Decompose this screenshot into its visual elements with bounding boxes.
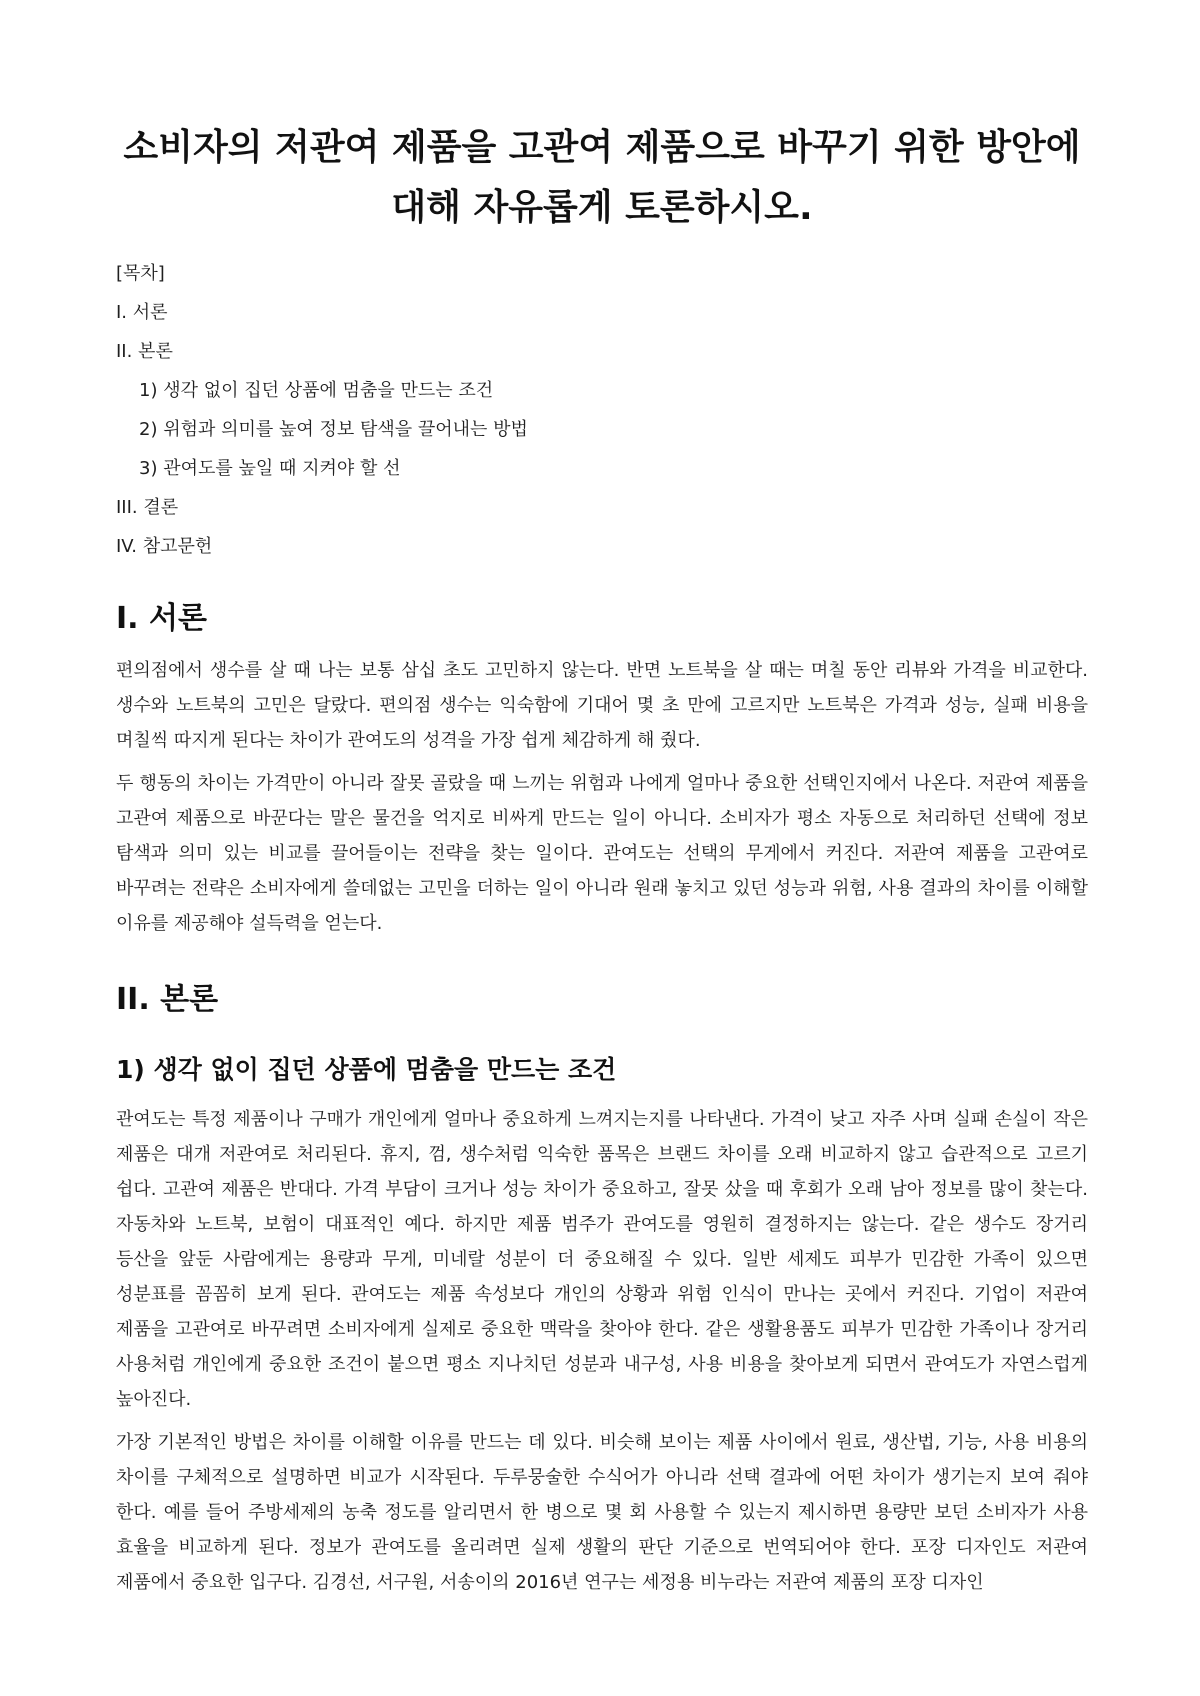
subsection-1 [116, 1051, 1088, 1600]
toc-item: I. 서론 [116, 302, 168, 323]
toc-heading: [목차] [116, 263, 165, 284]
document-title-line-1: 소비자의 저관여 제품을 고관여 제품으로 바꾸기 위한 방안에 [123, 127, 1081, 168]
toc-item: 2) 위험과 의미를 높여 정보 탐색을 끌어내는 방법 [139, 419, 528, 440]
body-paragraph: 편의점에서 생수를 살 때 나는 보통 삼십 초도 고민하지 않는다. 반면 노트북을 살 때는 며칠 동안 리뷰와 가격을 비교한다. 생수와 노트북의 고민은 달랐다. 편의점 생수는 익숙함에 기대어 몇 초 만에 고르지만 노트북은 가격과 성능, 실패 비용을 며칠씩 따지게 된다는 차이가 관여도의 성격을 가장 쉽게 체감하게 해 줬다. [116, 660, 1088, 751]
body-paragraph: 관여도는 특정 제품이나 구매가 개인에게 얼마나 중요하게 느껴지는지를 나타낸다. 가격이 낮고 자주 사며 실패 손실이 작은 제품은 대개 저관여로 처리된다. 휴지, 껌, 생수처럼 익숙한 품목은 브랜드 차이를 오래 비교하지 않고 습관적으로 고르기 쉽다. 고관여 제품은 반대다. 가격 부담이 크거나 성능 차이가 중요하고, 잘못 샀을 때 후회가 오래 남아 정보를 많이 찾는다. 자동차와 노트북, 보험이 대표적인 예다. 하지만 제품 범주가 관여도를 영원히 결정하지는 않는다. 같은 생수도 장거리 등산을 앞둔 사람에게는 용량과 무게, 미네랄 성분이 더 중요해질 수 있다. 일반 세제도 피부가 민감한 가족이 있으면 성분표를 꼼꼼히 보게 된다. 관여도는 제품 속성보다 개인의 상황과 위험 인식이 만나는 곳에서 커진다. 기업이 저관여 제품을 고관여로 바꾸려면 소비자에게 실제로 중요한 맥락을 찾아야 한다. 같은 생활용품도 피부가 민감한 가족이나 장거리 사용처럼 개인에게 중요한 조건이 붙으면 평소 지나치던 성분과 내구성, 사용 비용을 찾아보게 되면서 관여도가 자연스럽게 높아진다. [116, 1109, 1088, 1410]
body-paragraph: 두 행동의 차이는 가격만이 아니라 잘못 골랐을 때 느끼는 위험과 나에게 얼마나 중요한 선택인지에서 나온다. 저관여 제품을 고관여 제품으로 바꾼다는 말은 물건을 억지로 비싸게 만드는 일이 아니다. 소비자가 평소 자동으로 처리하던 선택에 정보 탐색과 의미 있는 비교를 끌어들이는 전략을 찾는 일이다. 관여도는 선택의 무게에서 커진다. 저관여 제품을 고관여로 바꾸려는 전략은 소비자에게 쓸데없는 고민을 더하는 일이 아니라 원래 놓치고 있던 성능과 위험, 사용 결과의 차이를 이해할 이유를 제공해야 설득력을 얻는다. [116, 773, 1088, 934]
document-title [116, 118, 1088, 238]
toc-item: 3) 관여도를 높일 때 지켜야 할 선 [139, 458, 401, 479]
document-title-line-2: 대해 자유롭게 토론하시오. [391, 187, 813, 228]
section-heading: II. 본론 [116, 982, 219, 1017]
section-heading: I. 서론 [116, 601, 207, 636]
section-main-body [116, 979, 1088, 1600]
toc-item: III. 결론 [116, 497, 179, 518]
toc-item: II. 본론 [116, 341, 173, 362]
table-of-contents [116, 254, 1088, 566]
section-introduction [116, 598, 1088, 941]
subsection-heading: 1) 생각 없이 집던 상품에 멈춤을 만드는 조건 [116, 1055, 617, 1084]
toc-item: IV. 참고문헌 [116, 536, 213, 557]
toc-item: 1) 생각 없이 집던 상품에 멈춤을 만드는 조건 [139, 380, 494, 401]
body-paragraph: 가장 기본적인 방법은 차이를 이해할 이유를 만드는 데 있다. 비슷해 보이는 제품 사이에서 원료, 생산법, 기능, 사용 비용의 차이를 구체적으로 설명하면 비교가 시작된다. 두루뭉술한 수식어가 아니라 선택 결과에 어떤 차이가 생기는지 보여 줘야 한다. 예를 들어 주방세제의 농축 정도를 알리면서 한 병으로 몇 회 사용할 수 있는지 제시하면 용량만 보던 소비자가 사용 효율을 비교하게 된다. 정보가 관여도를 올리려면 실제 생활의 판단 기준으로 번역되어야 한다. 포장 디자인도 저관여 제품에서 중요한 입구다. 김경선, 서구원, 서송이의 2016년 연구는 세정용 비누라는 저관여 제품의 포장 디자인 [116, 1432, 1088, 1593]
